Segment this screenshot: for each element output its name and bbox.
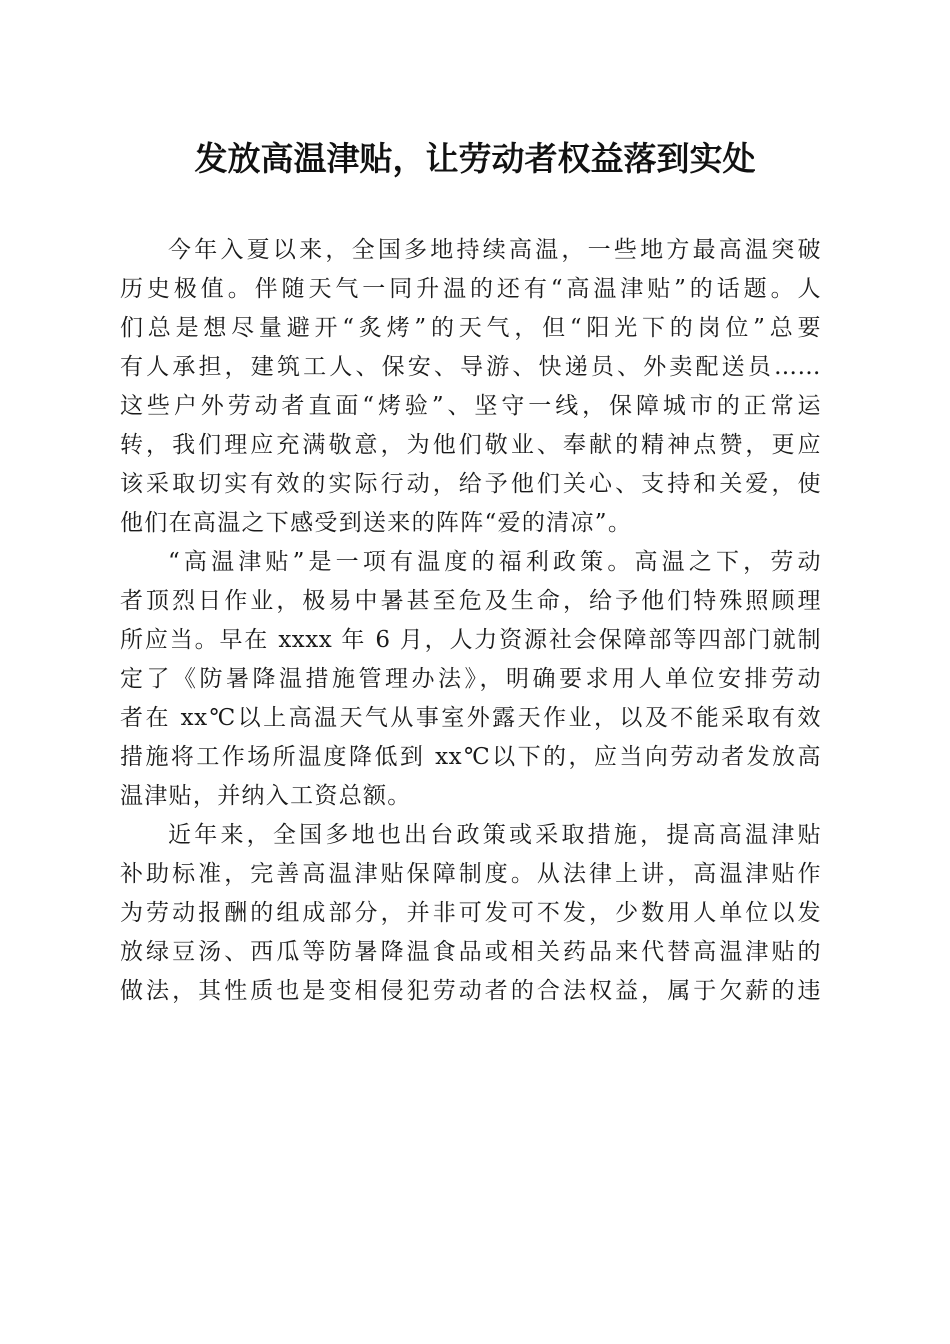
text-line: 者顶烈日作业，极易中暑甚至危及生命，给予他们特殊照顾理 (120, 588, 821, 614)
text-line: 放绿豆汤、西瓜等防暑降温食品或相关药品来代替高温津贴的 (120, 939, 821, 965)
text-line: 该采取切实有效的实际行动，给予他们关心、支持和关爱，使 (120, 471, 821, 497)
text-line: 这些户外劳动者直面“烤验”、坚守一线，保障城市的正常运 (120, 393, 821, 419)
text-line: 者在 xx℃以上高温天气从事室外露天作业，以及不能采取有效 (120, 705, 821, 731)
paragraph-3 (120, 816, 821, 1011)
text-line: 转，我们理应充满敬意，为他们敬业、奉献的精神点赞，更应 (120, 432, 821, 458)
text-line: 做法，其性质也是变相侵犯劳动者的合法权益，属于欠薪的违 (120, 978, 821, 1004)
paragraph-2 (120, 543, 821, 816)
text-line: 温津贴，并纳入工资总额。 (120, 783, 412, 809)
text-line: 近年来，全国多地也出台政策或采取措施，提高高温津贴 (168, 822, 821, 848)
text-line: 今年入夏以来，全国多地持续高温，一些地方最高温突破 (168, 237, 821, 263)
text-line: 有人承担，建筑工人、保安、导游、快递员、外卖配送员…… (120, 354, 821, 380)
text-line: 补助标准，完善高温津贴保障制度。从法律上讲，高温津贴作 (120, 861, 821, 887)
text-line: 为劳动报酬的组成部分，并非可发可不发，少数用人单位以发 (120, 900, 821, 926)
text-line: 措施将工作场所温度降低到 xx℃以下的，应当向劳动者发放高 (120, 744, 821, 770)
text-line: “高温津贴”是一项有温度的福利政策。高温之下，劳动 (168, 549, 821, 575)
text-line: 历史极值。伴随天气一同升温的还有“高温津贴”的话题。人 (120, 276, 821, 302)
document-body (120, 231, 821, 1011)
text-line: 所应当。早在 xxxx 年 6 月，人力资源社会保障部等四部门就制 (120, 627, 821, 653)
text-line: 定了《防暑降温措施管理办法》，明确要求用人单位安排劳动 (120, 666, 821, 692)
text-line: 他们在高温之下感受到送来的阵阵“爱的清凉”。 (120, 510, 633, 536)
paragraph-1 (120, 231, 821, 543)
text-line: 们总是想尽量避开“炙烤”的天气，但“阳光下的岗位”总要 (120, 315, 821, 341)
document-title: 发放高温津贴，让劳动者权益落到实处 (194, 139, 756, 178)
